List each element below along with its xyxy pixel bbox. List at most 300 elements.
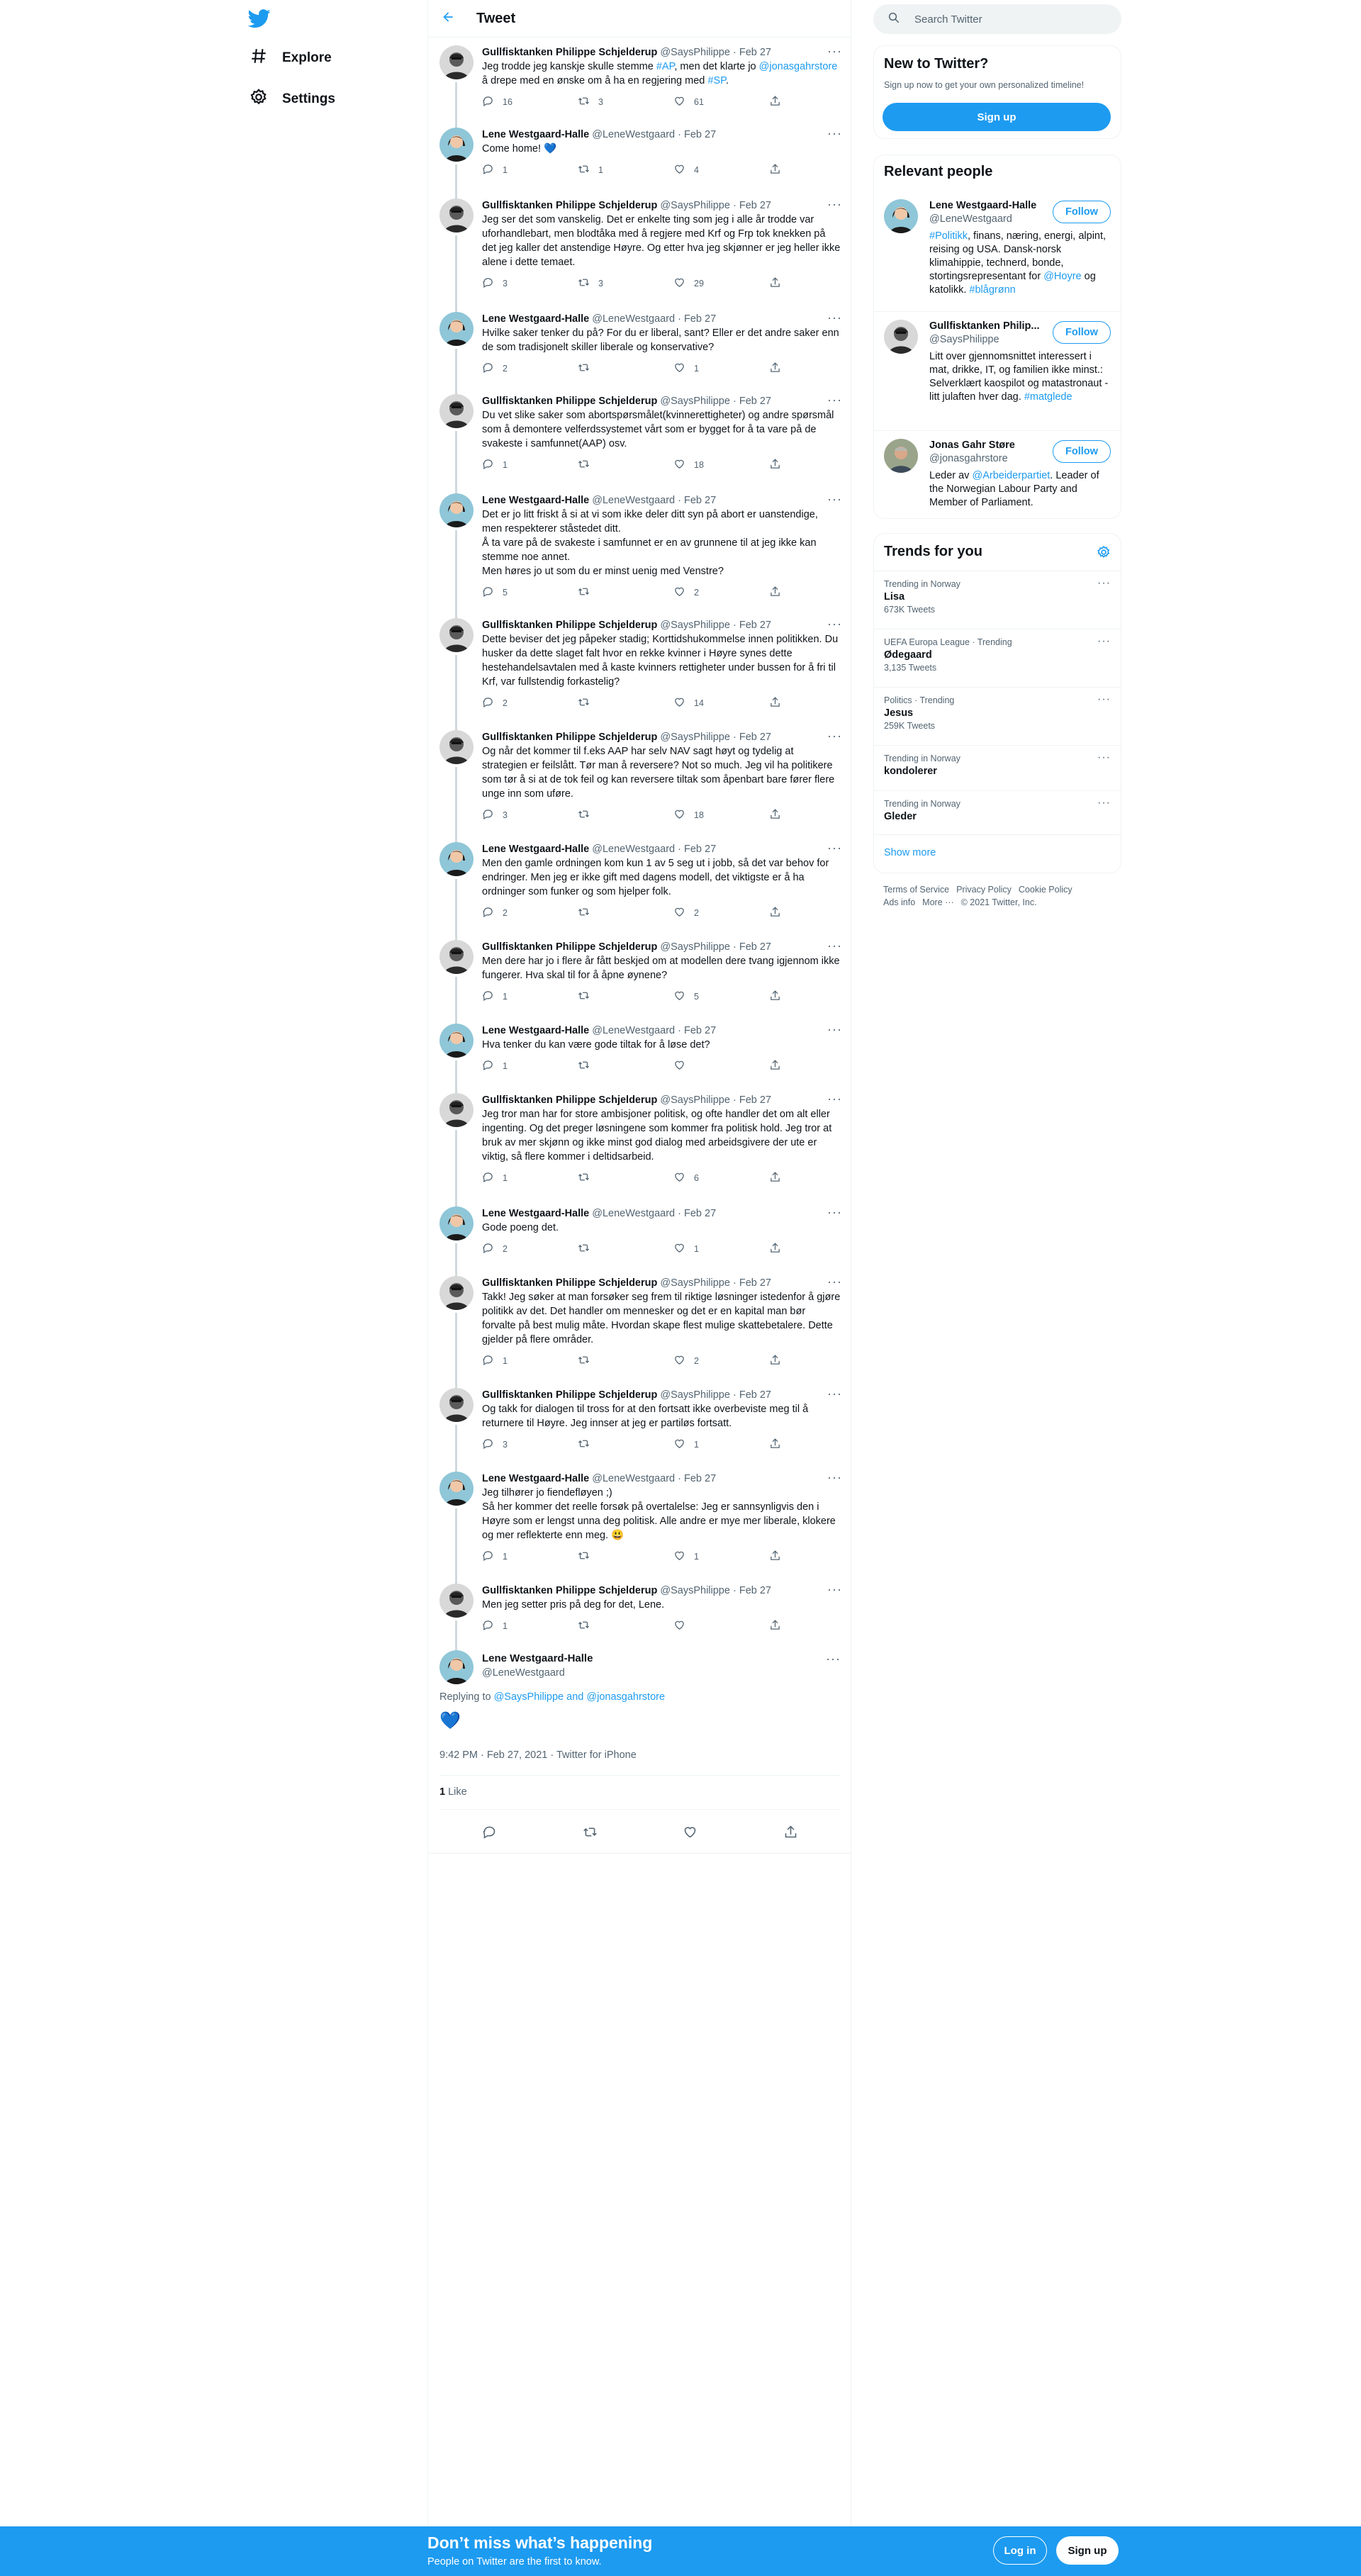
tweet-author-handle[interactable]: @SaysPhilippe — [660, 620, 730, 631]
tweet-author-name[interactable]: Gullfisktanken Philippe Schjelderup — [482, 732, 658, 743]
tweet-author-handle[interactable]: @SaysPhilippe — [660, 1277, 730, 1289]
more-options-icon[interactable]: ··· — [827, 1387, 842, 1401]
follow-button[interactable]: Follow — [1053, 321, 1111, 344]
retweet-icon — [578, 696, 590, 710]
main-tweet-author-handle[interactable]: @LeneWestgaard — [482, 1667, 565, 1679]
tweet-text: Og takk for dialogen til tross for at den fortsatt ikke overbeviste meg til å returnere til Høyre. Jeg innser at jeg er partiløs fortsatt. — [482, 1404, 809, 1429]
footer-link[interactable]: Cookie Policy — [1018, 885, 1072, 895]
tweet-author-handle[interactable]: @SaysPhilippe — [660, 1389, 730, 1401]
tweet-author-handle[interactable]: @LeneWestgaard — [592, 313, 676, 325]
share-button[interactable] — [769, 1438, 790, 1452]
mention-link[interactable]: #blågrønn — [969, 284, 1016, 296]
footer-link[interactable]: More ··· — [922, 897, 954, 907]
trend-item[interactable] — [874, 629, 1121, 687]
login-button[interactable]: Log in — [993, 2536, 1047, 2565]
more-options-icon[interactable]: ··· — [827, 841, 842, 855]
tweet-actions — [482, 1619, 841, 1633]
tweet-author-name[interactable]: Gullfisktanken Philippe Schjelderup — [482, 1094, 658, 1106]
retweet-button[interactable] — [578, 586, 673, 600]
mention-link[interactable]: #AP — [656, 61, 675, 72]
reply-count: 3 — [503, 279, 508, 289]
trend-context: Trending in Norway — [884, 579, 960, 589]
share-button[interactable] — [769, 1171, 790, 1185]
reply-button[interactable] — [482, 95, 578, 109]
retweet-button[interactable] — [578, 1059, 673, 1073]
like-button[interactable] — [673, 1171, 769, 1185]
tweet-author-name[interactable]: Lene Westgaard-Halle — [482, 1473, 590, 1484]
reply-button[interactable] — [482, 362, 578, 376]
tweet-date[interactable]: · Feb 27 — [732, 620, 771, 631]
share-icon — [769, 808, 781, 822]
reply-mention-link[interactable]: @SaysPhilippe — [493, 1691, 564, 1703]
reply-button[interactable] — [482, 276, 578, 291]
share-button[interactable] — [769, 990, 790, 1004]
retweet-icon — [578, 808, 590, 822]
trend-item[interactable] — [874, 687, 1121, 745]
more-options-icon[interactable]: ··· — [827, 1092, 842, 1106]
avatar[interactable] — [439, 1093, 474, 1127]
like-button[interactable] — [673, 95, 769, 109]
avatar[interactable] — [439, 1024, 474, 1058]
share-icon — [769, 696, 781, 710]
more-options-icon[interactable]: ··· — [827, 1275, 842, 1289]
trend-context: Politics · Trending — [884, 695, 955, 705]
gear-icon[interactable] — [1097, 545, 1111, 563]
share-button[interactable] — [769, 458, 790, 472]
person-handle[interactable]: @jonasgahrstore — [929, 453, 1008, 464]
tweet-author-name[interactable]: Lene Westgaard-Halle — [482, 844, 590, 855]
share-icon — [769, 95, 781, 109]
reply-count: 1 — [503, 992, 508, 1002]
like-button[interactable] — [673, 163, 769, 177]
tweet[interactable] — [428, 493, 852, 600]
tweet-text: Du vet slike saker som abortspørsmålet(kvinnerettigheter) og andre spørsmål som å demontere velferdssystemet vårt som er bygget for å ta vare på de svakeste i samfunnet(AAP) osv. — [482, 410, 834, 449]
reply-button[interactable] — [482, 1171, 578, 1185]
sidebar-signup-button[interactable]: Sign up — [883, 103, 1111, 131]
tweet-author-name[interactable]: Lene Westgaard-Halle — [482, 313, 590, 325]
trend-name: Ødegaard — [884, 649, 932, 661]
copyright: © 2021 Twitter, Inc. — [960, 897, 1037, 907]
footer-link[interactable]: Privacy Policy — [956, 885, 1012, 895]
tweet-author-name[interactable]: Gullfisktanken Philippe Schjelderup — [482, 1389, 658, 1401]
tweet-author-name[interactable]: Gullfisktanken Philippe Schjelderup — [482, 396, 658, 407]
mention-link[interactable]: @Arbeiderpartiet — [972, 470, 1051, 481]
share-button[interactable] — [769, 586, 790, 600]
footer-link[interactable]: Ads info — [883, 897, 916, 907]
share-icon — [769, 1354, 781, 1368]
share-button[interactable] — [769, 808, 790, 822]
retweet-button[interactable] — [578, 808, 673, 822]
trend-item[interactable] — [874, 745, 1121, 790]
tweet-date[interactable]: · Feb 27 — [678, 1025, 717, 1036]
gear-icon — [250, 88, 268, 111]
retweet-button[interactable] — [578, 1171, 673, 1185]
like-count: 61 — [694, 97, 704, 107]
more-options-icon[interactable]: ··· — [827, 1205, 842, 1219]
tweet-author-handle[interactable]: @LeneWestgaard — [592, 1208, 676, 1219]
reply-button[interactable] — [482, 1438, 578, 1452]
share-icon — [769, 906, 781, 920]
tweet-author-name[interactable]: Lene Westgaard-Halle — [482, 129, 590, 140]
reply-button[interactable] — [482, 1242, 578, 1256]
share-icon — [769, 458, 781, 472]
more-options-icon[interactable]: ··· — [1097, 797, 1111, 809]
signup-button[interactable]: Sign up — [1056, 2536, 1119, 2565]
tweet-header — [482, 1093, 841, 1107]
like-count: 1 — [694, 1440, 699, 1450]
retweet-icon[interactable] — [583, 1825, 598, 1843]
retweet-button[interactable] — [578, 990, 673, 1004]
avatar[interactable] — [439, 493, 474, 527]
search-box[interactable] — [873, 4, 1121, 34]
share-button[interactable] — [769, 1059, 790, 1073]
tweet[interactable] — [428, 1024, 852, 1073]
footer-link[interactable]: Terms of Service — [883, 885, 950, 895]
tweet[interactable] — [428, 312, 852, 376]
retweet-button[interactable] — [578, 906, 673, 920]
tweet-author-name[interactable]: Lene Westgaard-Halle — [482, 1025, 590, 1036]
tweet-date[interactable]: · Feb 27 — [678, 844, 717, 855]
more-options-icon[interactable]: ··· — [827, 1470, 842, 1484]
retweet-button[interactable] — [578, 95, 673, 109]
like-button[interactable] — [673, 1550, 769, 1564]
tweet-header — [482, 940, 841, 954]
twitter-logo-icon[interactable] — [248, 7, 274, 33]
like-button[interactable] — [673, 586, 769, 600]
reply-button[interactable] — [482, 1354, 578, 1368]
more-options-icon[interactable]: ··· — [827, 126, 842, 140]
avatar[interactable] — [439, 1472, 474, 1506]
reply-button[interactable] — [482, 586, 578, 600]
like-count: 18 — [694, 810, 704, 820]
avatar[interactable] — [439, 1584, 474, 1618]
share-button[interactable] — [769, 1242, 790, 1256]
share-button[interactable] — [769, 696, 790, 710]
tweet-author-handle[interactable]: @SaysPhilippe — [660, 1585, 730, 1596]
reply-count: 3 — [503, 1440, 508, 1450]
avatar[interactable] — [439, 1206, 474, 1241]
tweet[interactable] — [428, 1472, 852, 1564]
tweet-actions — [482, 1171, 841, 1185]
tweet[interactable] — [428, 730, 852, 822]
tweet-author-name[interactable]: Lene Westgaard-Halle — [482, 1208, 590, 1219]
tweet[interactable] — [428, 1093, 852, 1185]
like-icon[interactable] — [683, 1825, 698, 1843]
tweet[interactable] — [428, 1206, 852, 1256]
person-name[interactable]: Jonas Gahr Støre — [929, 439, 1015, 451]
more-options-icon[interactable]: ··· — [1097, 635, 1111, 647]
avatar[interactable] — [439, 842, 474, 876]
main-tweet-timestamp[interactable]: 9:42 PM · Feb 27, 2021 · Twitter for iPhone — [439, 1749, 637, 1761]
more-options-icon[interactable]: ··· — [826, 1652, 841, 1666]
like-count: 14 — [694, 698, 704, 708]
like-button[interactable] — [673, 276, 769, 291]
like-count: 2 — [694, 588, 699, 598]
tweet[interactable] — [428, 1276, 852, 1368]
main-tweet-author-name[interactable]: Lene Westgaard-Halle — [482, 1652, 593, 1664]
reply-button[interactable] — [482, 1550, 578, 1564]
tweet-actions — [482, 1438, 841, 1452]
tweet-actions — [482, 1242, 841, 1256]
reply-icon — [482, 990, 494, 1004]
person-card[interactable] — [874, 320, 1121, 404]
tweet-header — [482, 618, 841, 632]
reply-icon — [482, 1171, 494, 1185]
avatar[interactable] — [439, 312, 474, 346]
reply-count: 1 — [503, 1061, 508, 1071]
like-button[interactable] — [673, 458, 769, 472]
share-button[interactable] — [769, 95, 790, 109]
more-options-icon[interactable]: ··· — [827, 939, 842, 953]
retweet-icon — [578, 1438, 590, 1452]
tweet-author-handle[interactable]: @SaysPhilippe — [660, 47, 730, 58]
tweet[interactable] — [428, 198, 852, 291]
reply-button[interactable] — [482, 163, 578, 177]
avatar[interactable] — [439, 198, 474, 233]
like-button[interactable] — [673, 362, 769, 376]
tweet-author-name[interactable]: Gullfisktanken Philippe Schjelderup — [482, 1585, 658, 1596]
mention-link[interactable]: @jonasgahrstore — [758, 61, 838, 72]
tweet-date[interactable]: · Feb 27 — [732, 1277, 771, 1289]
share-button[interactable] — [769, 1619, 790, 1633]
avatar[interactable] — [439, 1650, 474, 1684]
reply-button[interactable] — [482, 1059, 578, 1073]
tweet-date[interactable]: · Feb 27 — [732, 200, 771, 211]
share-button[interactable] — [769, 906, 790, 920]
divider — [874, 430, 1121, 431]
tweet-text: Jeg ser det som vanskelig. Det er enkelte ting som jeg i alle år trodde var uforhandlebart, men blodtåka med å regjere med Krf og Frp tok knekken på det jeg kaller det anstendige Høyre. Og etter hva jeg skjønner er jeg heller ikke alene i dette temaet. — [482, 214, 841, 268]
avatar[interactable] — [884, 320, 918, 354]
more-options-icon[interactable]: ··· — [827, 492, 842, 506]
signup-banner — [0, 2526, 1361, 2576]
person-name[interactable]: Lene Westgaard-Halle — [929, 200, 1037, 211]
retweet-button[interactable] — [578, 1242, 673, 1256]
tweet-author-name[interactable]: Lene Westgaard-Halle — [482, 495, 590, 506]
reply-count: 1 — [503, 165, 508, 175]
more-options-icon[interactable]: ··· — [827, 729, 842, 743]
follow-button[interactable]: Follow — [1053, 201, 1111, 223]
tweet[interactable] — [428, 1388, 852, 1452]
tweet-header — [482, 493, 841, 508]
tweet[interactable] — [428, 842, 852, 920]
tweet-author-name[interactable]: Gullfisktanken Philippe Schjelderup — [482, 200, 658, 211]
person-handle[interactable]: @LeneWestgaard — [929, 213, 1012, 225]
trend-name: Gleder — [884, 811, 917, 822]
tweet-author-handle[interactable]: @LeneWestgaard — [592, 844, 676, 855]
nav-settings[interactable] — [250, 84, 335, 115]
share-button[interactable] — [769, 163, 790, 177]
tweet-author-handle[interactable]: @LeneWestgaard — [592, 129, 676, 140]
tweet-text: Gode poeng det. — [482, 1222, 559, 1233]
reply-button[interactable] — [482, 990, 578, 1004]
tweet-actions — [482, 1059, 841, 1073]
divider — [874, 834, 1121, 835]
like-label: Like — [448, 1786, 467, 1798]
reply-mention-link[interactable]: @jonasgahrstore — [586, 1691, 666, 1703]
mention-link[interactable]: #matglede — [1024, 391, 1072, 403]
more-options-icon[interactable]: ··· — [827, 197, 842, 211]
reply-button[interactable] — [482, 906, 578, 920]
tweet-author-handle[interactable]: @SaysPhilippe — [660, 941, 730, 953]
tweet-author-name[interactable]: Gullfisktanken Philippe Schjelderup — [482, 941, 658, 953]
search-input[interactable]: Search Twitter — [914, 13, 982, 26]
like-button[interactable] — [673, 990, 769, 1004]
reply-icon — [482, 1059, 494, 1073]
tweet[interactable] — [428, 128, 852, 177]
tweet-author-handle[interactable]: @SaysPhilippe — [660, 200, 730, 211]
avatar[interactable] — [439, 394, 474, 428]
tweet[interactable] — [428, 394, 852, 472]
like-count-row[interactable] — [439, 1786, 467, 1798]
like-button[interactable] — [673, 1438, 769, 1452]
show-more-link[interactable]: Show more — [884, 847, 936, 858]
tweet-header — [482, 312, 841, 326]
reply-button[interactable] — [482, 1619, 578, 1633]
tweet-date[interactable]: · Feb 27 — [732, 1389, 771, 1401]
tweet-text: Hva tenker du kan være gode tiltak for å løse det? — [482, 1039, 710, 1051]
tweet-author-handle[interactable]: @SaysPhilippe — [660, 732, 730, 743]
more-options-icon[interactable]: ··· — [827, 1582, 842, 1596]
more-options-icon[interactable]: ··· — [827, 1022, 842, 1036]
tweet-author-name[interactable]: Gullfisktanken Philippe Schjelderup — [482, 1277, 658, 1289]
tweet-date[interactable]: · Feb 27 — [678, 129, 717, 140]
retweet-button[interactable] — [578, 1550, 673, 1564]
tweet[interactable] — [428, 618, 852, 710]
more-options-icon[interactable]: ··· — [827, 617, 842, 631]
tweet-author-name[interactable]: Gullfisktanken Philippe Schjelderup — [482, 47, 658, 58]
trend-item[interactable] — [874, 571, 1121, 629]
more-options-icon[interactable]: ··· — [1097, 751, 1111, 763]
tweet-header — [482, 1024, 841, 1038]
search-icon — [887, 11, 900, 27]
reply-button[interactable] — [482, 696, 578, 710]
tweet[interactable] — [428, 1584, 852, 1633]
avatar[interactable] — [884, 439, 918, 473]
tweet-header — [482, 730, 841, 744]
avatar[interactable] — [439, 45, 474, 79]
tweet-date[interactable]: · Feb 27 — [732, 732, 771, 743]
tweet-date[interactable]: · Feb 27 — [678, 1208, 717, 1219]
avatar[interactable] — [439, 940, 474, 974]
more-options-icon[interactable]: ··· — [827, 393, 842, 407]
reply-icon[interactable] — [482, 1825, 497, 1843]
like-button[interactable] — [673, 696, 769, 710]
person-card[interactable] — [874, 199, 1121, 297]
tweet-author-handle[interactable]: @LeneWestgaard — [592, 495, 676, 506]
avatar[interactable] — [884, 199, 918, 233]
tweet-date[interactable]: · Feb 27 — [732, 941, 771, 953]
retweet-icon — [578, 362, 590, 376]
tweet-date[interactable]: · Feb 27 — [732, 47, 771, 58]
tweet-author-name[interactable]: Gullfisktanken Philippe Schjelderup — [482, 620, 658, 631]
avatar[interactable] — [439, 1388, 474, 1422]
retweet-button[interactable] — [578, 1354, 673, 1368]
tweet-header — [482, 394, 841, 408]
retweet-count: 3 — [598, 97, 603, 107]
like-icon — [673, 458, 685, 472]
reply-count: 1 — [503, 1552, 508, 1562]
retweet-button[interactable] — [578, 163, 673, 177]
like-button[interactable] — [673, 906, 769, 920]
share-button[interactable] — [769, 362, 790, 376]
reply-button[interactable] — [482, 808, 578, 822]
tweet-author-handle[interactable]: @SaysPhilippe — [660, 396, 730, 407]
avatar[interactable] — [439, 730, 474, 764]
retweet-button[interactable] — [578, 1438, 673, 1452]
trend-context: Trending in Norway — [884, 754, 960, 763]
share-icon — [769, 1438, 781, 1452]
trend-name: Jesus — [884, 707, 914, 719]
new-to-twitter-box — [873, 45, 1121, 139]
tweet-author-handle[interactable]: @LeneWestgaard — [592, 1025, 676, 1036]
new-to-twitter-title: New to Twitter? — [884, 56, 989, 72]
avatar[interactable] — [439, 1276, 474, 1310]
follow-button[interactable]: Follow — [1053, 440, 1111, 463]
mention-link[interactable]: #SP — [707, 75, 726, 86]
like-button[interactable] — [673, 1354, 769, 1368]
tweet[interactable] — [428, 45, 852, 109]
nav-explore[interactable] — [250, 43, 332, 74]
like-button[interactable] — [673, 1242, 769, 1256]
tweet-date[interactable]: · Feb 27 — [732, 396, 771, 407]
trends-title: Trends for you — [884, 544, 982, 559]
tweet-text: Takk! Jeg søker at man forsøker seg frem til riktige løsninger istedenfor å gjøre politikk av det. Det handler om mennesker og det er en kapital man bør forvalte på best mulig måte. Hvordan skape flest mulige skattebetalere. Dette gjelder på flere områder. — [482, 1292, 841, 1345]
trend-count: 673K Tweets — [884, 605, 936, 615]
retweet-button[interactable] — [578, 276, 673, 291]
divider — [439, 1775, 841, 1776]
tweet-date[interactable]: · Feb 27 — [732, 1585, 771, 1596]
more-options-icon[interactable]: ··· — [1097, 577, 1111, 589]
trend-item[interactable] — [874, 790, 1121, 834]
tweet-date[interactable]: · Feb 27 — [678, 313, 717, 325]
retweet-button[interactable] — [578, 458, 673, 472]
reply-icon — [482, 1242, 494, 1256]
like-button[interactable] — [673, 1059, 769, 1073]
retweet-button[interactable] — [578, 1619, 673, 1633]
share-button[interactable] — [769, 1550, 790, 1564]
more-options-icon[interactable]: ··· — [827, 44, 842, 58]
mention-link[interactable]: @Hoyre — [1043, 271, 1082, 282]
reply-icon — [482, 1619, 494, 1633]
trend-count: 3,135 Tweets — [884, 663, 937, 673]
person-card[interactable] — [874, 439, 1121, 510]
tweet-date[interactable]: · Feb 27 — [678, 495, 717, 506]
avatar[interactable] — [439, 128, 474, 162]
like-button[interactable] — [673, 808, 769, 822]
tweet-date[interactable]: · Feb 27 — [732, 1094, 771, 1106]
tweet-header — [482, 842, 841, 856]
tweet-author-handle[interactable]: @SaysPhilippe — [660, 1094, 730, 1106]
more-options-icon[interactable]: ··· — [1097, 693, 1111, 705]
back-arrow-icon[interactable] — [441, 10, 455, 28]
reply-button[interactable] — [482, 458, 578, 472]
avatar[interactable] — [439, 618, 474, 652]
tweet-author-handle[interactable]: @LeneWestgaard — [592, 1473, 676, 1484]
like-button[interactable] — [673, 1619, 769, 1633]
mention-link[interactable]: #Politikk — [929, 230, 968, 242]
tweet-date[interactable]: · Feb 27 — [678, 1473, 717, 1484]
share-button[interactable] — [769, 1354, 790, 1368]
share-icon[interactable] — [783, 1825, 798, 1843]
retweet-button[interactable] — [578, 362, 673, 376]
tweet[interactable] — [428, 940, 852, 1004]
share-button[interactable] — [769, 276, 790, 291]
person-name[interactable]: Gullfisktanken Philip... — [929, 320, 1040, 332]
like-icon — [673, 1242, 685, 1256]
retweet-button[interactable] — [578, 696, 673, 710]
person-handle[interactable]: @SaysPhilippe — [929, 334, 999, 345]
more-options-icon[interactable]: ··· — [827, 310, 842, 325]
